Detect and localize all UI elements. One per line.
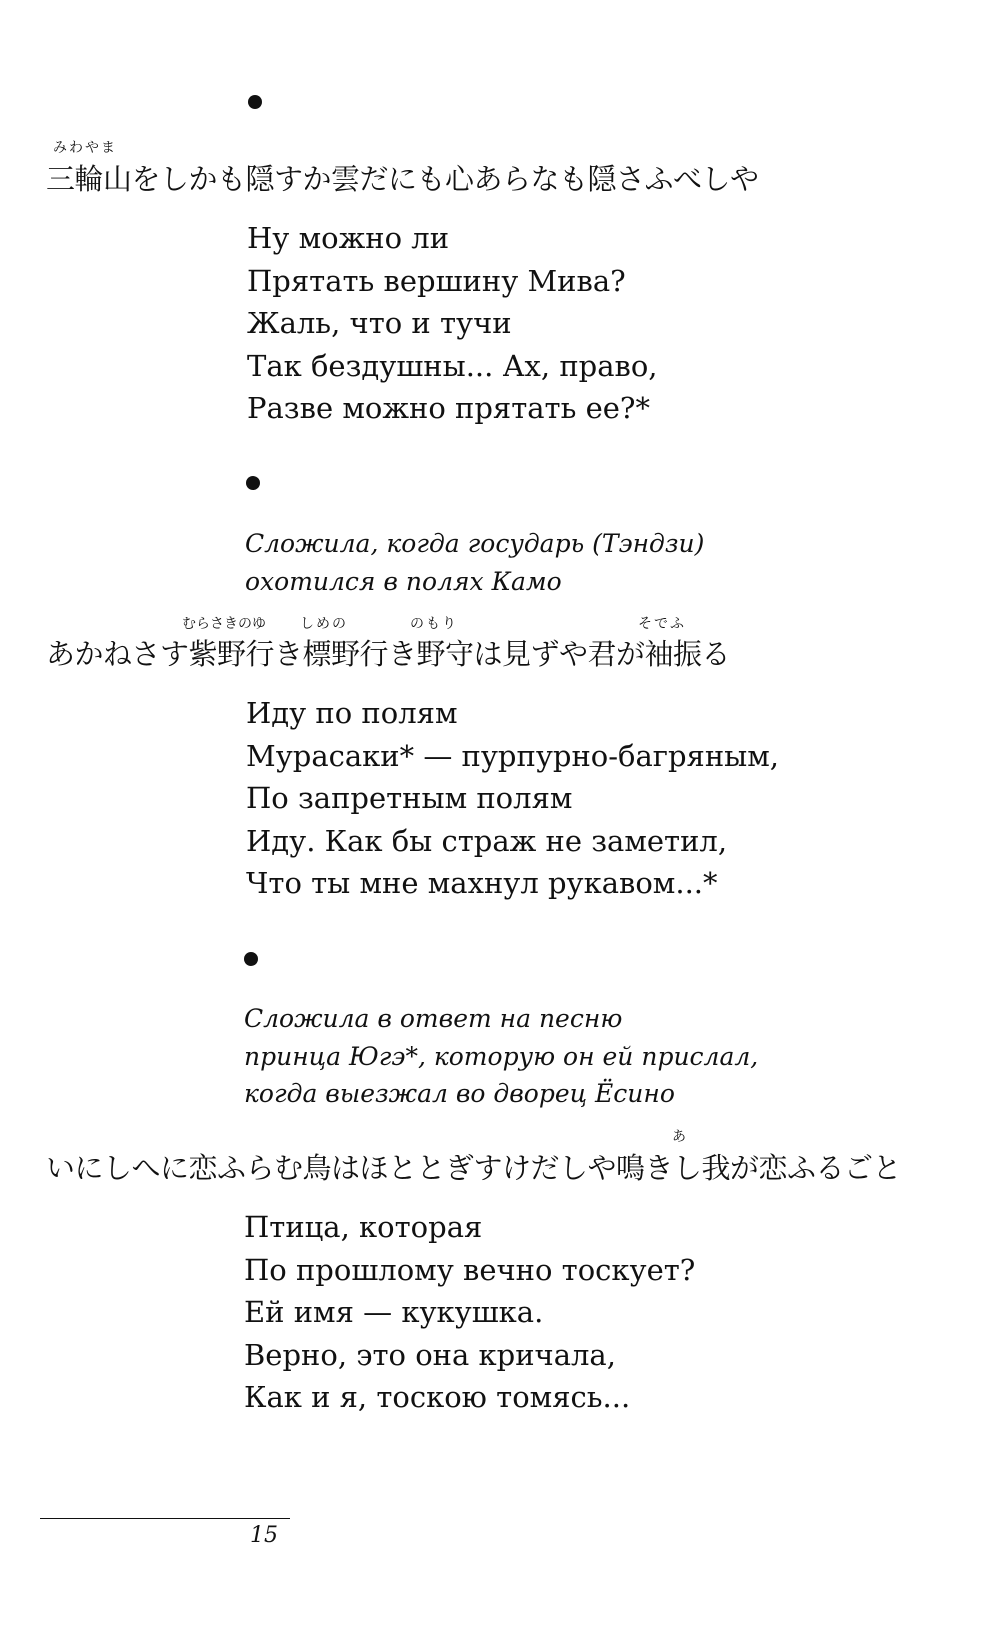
furigana-miwayama: みわやま <box>53 140 117 156</box>
poem-2-line-1: Иду по полям <box>246 696 458 730</box>
poem-2-line-3: По запретным полям <box>246 781 573 815</box>
poem-1-line-1: Ну можно ли <box>247 221 450 255</box>
russian-poem-1 <box>247 217 658 430</box>
poem-2-line-4: Иду. Как бы страж не заметил, <box>246 823 728 858</box>
poem-3-line-1: Птица, которая <box>244 1210 483 1244</box>
section-bullet-3 <box>244 952 258 966</box>
poem-3-line-3: Ей имя — кукушка. <box>244 1295 544 1329</box>
japanese-poem-3: いにしへに恋ふらむ鳥はほととぎすけだしや鳴きし我が恋ふるごと <box>46 1151 902 1185</box>
poem-2-note-line-2: охотился в полях Камо <box>245 566 562 596</box>
poem-1-line-2: Прятать вершину Мива? <box>247 263 626 298</box>
poem-3-note-line-1: Сложила в ответ на песню <box>244 1004 623 1033</box>
poem-2-line-5: Что ты мне махнул рукавом...* <box>246 866 718 900</box>
section-bullet-2 <box>246 476 260 490</box>
poem-1-line-4: Так бездушны... Ах, право, <box>247 348 658 383</box>
russian-poem-2 <box>246 692 779 905</box>
poem-3-note-line-2: принца Югэ*, которую он ей прислал, <box>244 1041 759 1071</box>
poem-1-line-3: Жаль, что и тучи <box>247 306 512 340</box>
poem-3-line-4: Верно, это она кричала, <box>244 1337 616 1372</box>
page-number: 15 <box>250 1523 278 1548</box>
japanese-poem-2: あかねさす紫野行き標野行き野守は見ずや君が袖振る <box>46 637 731 671</box>
poem-1-line-5: Разве можно прятать ее?* <box>247 391 650 425</box>
poem-3-line-2: По прошлому вечно тоскует? <box>244 1252 696 1287</box>
poem-3-note <box>244 1000 758 1113</box>
poem-2-note-line-1: Сложила, когда государь (Тэндзи) <box>245 529 705 558</box>
russian-poem-3 <box>244 1206 695 1419</box>
poem-2-line-2: Мурасаки* — пурпурно-багряным, <box>246 738 780 773</box>
furigana-sodefu: そでふ <box>638 616 686 632</box>
furigana-murasakinoyu: むらさきのゆ <box>182 616 266 632</box>
poem-2-note <box>245 525 704 600</box>
furigana-shimeno: しめの <box>300 616 348 632</box>
poem-3-note-line-3: когда выезжал во дворец Ёсино <box>244 1079 675 1108</box>
footnote-divider <box>40 1518 290 1519</box>
section-bullet-1 <box>248 95 262 109</box>
furigana-a: あ <box>672 1129 688 1145</box>
japanese-poem-1: 三輪山をしかも隠すか雲だにも心あらなも隠さふべしや <box>46 162 759 196</box>
poem-3-line-5: Как и я, тоскою томясь... <box>244 1380 631 1414</box>
furigana-nomori: のもり <box>410 616 458 632</box>
